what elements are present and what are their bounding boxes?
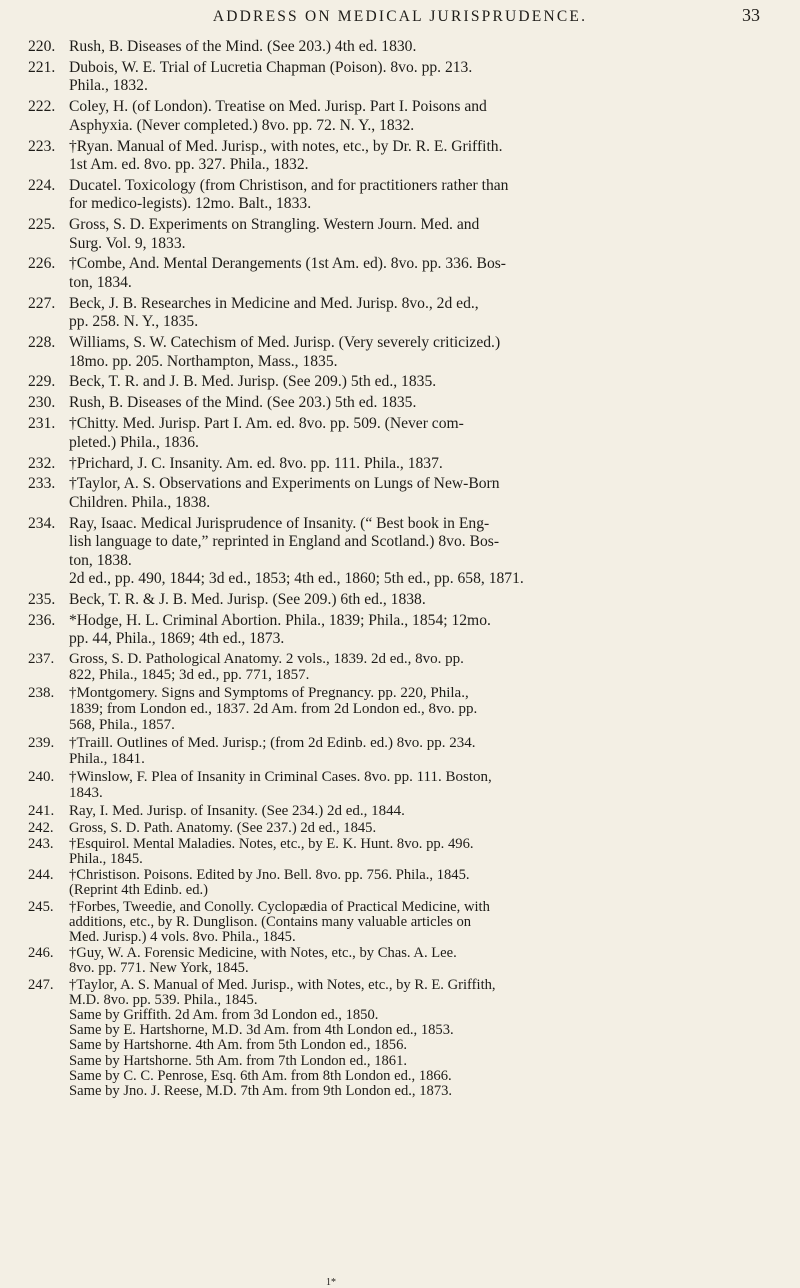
entry-line: additions, etc., by R. Dunglison. (Contains many valuable articles on — [69, 913, 472, 930]
entry-line: Same by Griffith. 2d Am. from 3d London ed., 1850. — [69, 1007, 379, 1024]
entry-line: pleted.) Phila., 1836. — [69, 433, 199, 451]
entry-line: †Ryan. Manual of Med. Jurisp., with notes, etc., by Dr. R. E. Griffith. — [69, 137, 503, 155]
bibliography-entry — [28, 255, 768, 292]
entry-line: Ray, I. Med. Jurisp. of Insanity. (See 234.) 2d ed., 1844. — [69, 802, 405, 819]
entry-line: Med. Jurisp.) 4 vols. 8vo. Phila., 1845. — [69, 929, 296, 946]
entry-number: 246. — [28, 945, 54, 962]
bibliography-entry — [28, 685, 768, 734]
bibliography-entry — [28, 803, 768, 819]
entry-line: Surg. Vol. 9, 1833. — [69, 234, 186, 252]
entry-line: †Guy, W. A. Forensic Medicine, with Notes, etc., by Chas. A. Lee. — [69, 945, 457, 962]
bibliography-entry — [28, 978, 768, 1100]
entry-line: Gross, S. D. Pathological Anatomy. 2 vols., 1839. 2d ed., 8vo. pp. — [69, 651, 464, 668]
entry-number: 238. — [28, 685, 55, 701]
bibliography-entry — [28, 373, 768, 391]
bibliography-entry — [28, 475, 768, 512]
entry-number: 237. — [28, 651, 55, 668]
entry-line: †Traill. Outlines of Med. Jurisp.; (from 2d Edinb. ed.) 8vo. pp. 234. — [69, 735, 476, 752]
bibliography-entry — [28, 177, 768, 214]
entry-line: pp. 258. N. Y., 1835. — [69, 313, 199, 331]
bibliography-entry — [28, 138, 768, 175]
entry-line: Rush, B. Diseases of the Mind. (See 203.) 4th ed. 1830. — [69, 38, 417, 55]
bibliography-entry — [28, 216, 768, 253]
entry-line: 1839; from London ed., 1837. 2d Am. from 2d London ed., 8vo. pp. — [69, 701, 478, 718]
entry-number: 221. — [28, 58, 56, 76]
entry-line: Ray, Isaac. Medical Jurisprudence of Insanity. (“ Best book in Eng- — [69, 514, 490, 532]
entry-line: Beck, T. R. & J. B. Med. Jurisp. (See 209.) 6th ed., 1838. — [69, 590, 426, 608]
bibliography-entry — [28, 821, 768, 836]
entry-line: Same by C. C. Penrose, Esq. 6th Am. from 8th London ed., 1866. — [69, 1067, 452, 1084]
entry-number: 225. — [28, 216, 56, 234]
entry-line: †Winslow, F. Plea of Insanity in Criminal Cases. 8vo. pp. 111. Boston, — [69, 769, 492, 786]
entry-line: 568, Phila., 1857. — [69, 717, 175, 734]
bibliography-entry — [28, 98, 768, 135]
bibliography-entry — [28, 59, 768, 96]
entry-line: 2d ed., pp. 490, 1844; 3d ed., 1853; 4th ed., 1860; 5th ed., pp. 658, 1871. — [69, 569, 524, 587]
entry-line: †Esquirol. Mental Maladies. Notes, etc., by E. K. Hunt. 8vo. pp. 496. — [69, 835, 474, 852]
bibliography-entry — [28, 769, 768, 801]
running-header — [0, 5, 800, 26]
bibliography-entry — [28, 735, 768, 767]
entry-number: 222. — [28, 98, 56, 116]
bibliography-entry — [28, 868, 768, 898]
entry-line: Gross, S. D. Experiments on Strangling. Western Journ. Med. and — [69, 216, 480, 234]
entry-number: 229. — [28, 373, 56, 391]
entry-line: 8vo. pp. 771. New York, 1845. — [69, 960, 249, 977]
entry-line: 822, Phila., 1845; 3d ed., pp. 771, 1857. — [69, 667, 310, 684]
entry-line: Ducatel. Toxicology (from Christison, and for practitioners rather than — [69, 176, 509, 194]
entry-line: Phila., 1832. — [69, 77, 148, 95]
entry-number: 227. — [28, 294, 56, 312]
entry-line: pp. 44, Phila., 1869; 4th ed., 1873. — [69, 630, 285, 648]
entry-line: 1843. — [69, 785, 103, 802]
entry-number: 236. — [28, 611, 56, 629]
entry-number: 245. — [28, 898, 54, 915]
entry-number: 244. — [28, 867, 54, 884]
entry-number: 234. — [28, 514, 56, 532]
bibliography-list — [28, 38, 768, 1100]
bibliography-entry — [28, 651, 768, 683]
entry-line: Dubois, W. E. Trial of Lucretia Chapman (Poison). 8vo. pp. 213. — [69, 58, 473, 76]
entry-number: 235. — [28, 590, 56, 608]
signature-mark: 1* — [326, 1277, 336, 1288]
entry-number: 224. — [28, 176, 56, 194]
entry-line: Same by Hartshorne. 5th Am. from 7th London ed., 1861. — [69, 1052, 408, 1069]
entry-number: 233. — [28, 475, 56, 493]
bibliography-entry — [28, 334, 768, 371]
entry-number: 239. — [28, 735, 55, 752]
entry-line: Same by Hartshorne. 4th Am. from 5th London ed., 1856. — [69, 1037, 408, 1054]
entry-line: ton, 1834. — [69, 273, 132, 291]
entry-number: 226. — [28, 255, 56, 273]
entry-line: †Forbes, Tweedie, and Conolly. Cyclopædia of Practical Medicine, with — [69, 898, 490, 915]
entry-line: Asphyxia. (Never completed.) 8vo. pp. 72. N. Y., 1832. — [69, 116, 415, 134]
entry-number: 243. — [28, 835, 54, 852]
bibliography-entry — [28, 455, 768, 473]
entry-number: 240. — [28, 769, 55, 786]
entry-line: Phila., 1841. — [69, 751, 145, 768]
entry-line: †Chitty. Med. Jurisp. Part I. Am. ed. 8vo. pp. 509. (Never com- — [69, 415, 464, 433]
bibliography-entry — [28, 946, 768, 976]
entry-line: †Christison. Poisons. Edited by Jno. Bell. 8vo. pp. 756. Phila., 1845. — [69, 867, 470, 884]
entry-line: †Combe, And. Mental Derangements (1st Am. ed). 8vo. pp. 336. Bos- — [69, 255, 507, 273]
entry-line: Children. Phila., 1838. — [69, 493, 211, 511]
entry-line: 18mo. pp. 205. Northampton, Mass., 1835. — [69, 352, 338, 370]
entry-number: 228. — [28, 334, 56, 352]
entry-number: 232. — [28, 454, 56, 472]
entry-number: 247. — [28, 976, 54, 993]
bibliography-entry — [28, 295, 768, 332]
bibliography-entry — [28, 394, 768, 412]
entry-line: (Reprint 4th Edinb. ed.) — [69, 882, 209, 899]
bibliography-entry — [28, 591, 768, 609]
entry-line: Beck, T. R. and J. B. Med. Jurisp. (See 209.) 5th ed., 1835. — [69, 373, 437, 391]
entry-number: 230. — [28, 394, 56, 412]
entry-line: 1st Am. ed. 8vo. pp. 327. Phila., 1832. — [69, 155, 309, 173]
entry-line: Same by E. Hartshorne, M.D. 3d Am. from 4th London ed., 1853. — [69, 1022, 454, 1039]
entry-line: M.D. 8vo. pp. 539. Phila., 1845. — [69, 991, 258, 1008]
entry-number: 241. — [28, 802, 55, 819]
entry-line: Phila., 1845. — [69, 851, 143, 868]
entry-line: †Taylor, A. S. Manual of Med. Jurisp., with Notes, etc., by R. E. Griffith, — [69, 976, 496, 993]
entry-line: Coley, H. (of London). Treatise on Med. Jurisp. Part I. Poisons and — [69, 98, 487, 116]
entry-line: lish language to date,” reprinted in England and Scotland.) 8vo. Bos- — [69, 533, 500, 551]
entry-line: Rush, B. Diseases of the Mind. (See 203.) 5th ed. 1835. — [69, 394, 417, 412]
entry-number: 242. — [28, 819, 54, 836]
entry-number: 231. — [28, 415, 56, 433]
entry-line: †Montgomery. Signs and Symptoms of Pregnancy. pp. 220, Phila., — [69, 685, 469, 701]
header-title: ADDRESS ON MEDICAL JURISPRUDENCE. — [212, 8, 588, 25]
entry-line: ton, 1838. — [69, 551, 132, 569]
entry-number: 223. — [28, 137, 56, 155]
entry-number: 220. — [28, 38, 56, 55]
entry-line: Same by Jno. J. Reese, M.D. 7th Am. from 9th London ed., 1873. — [69, 1083, 453, 1100]
page-number: 33 — [742, 5, 760, 25]
entry-line: †Prichard, J. C. Insanity. Am. ed. 8vo. pp. 111. Phila., 1837. — [69, 454, 443, 472]
entry-line: *Hodge, H. L. Criminal Abortion. Phila., 1839; Phila., 1854; 12mo. — [69, 611, 491, 629]
entry-line: Beck, J. B. Researches in Medicine and Med. Jurisp. 8vo., 2d ed., — [69, 294, 479, 312]
bibliography-entry — [28, 900, 768, 946]
bibliography-entry — [28, 515, 768, 589]
bibliography-entry — [28, 38, 768, 56]
entry-line: Gross, S. D. Path. Anatomy. (See 237.) 2d ed., 1845. — [69, 819, 377, 836]
entry-line: for medico-legists). 12mo. Balt., 1833. — [69, 195, 312, 213]
bibliography-entry — [28, 837, 768, 867]
entry-line: †Taylor, A. S. Observations and Experiments on Lungs of New-Born — [69, 475, 500, 493]
bibliography-entry — [28, 415, 768, 452]
entry-line: Williams, S. W. Catechism of Med. Jurisp. (Very severely criticized.) — [69, 334, 501, 352]
bibliography-entry — [28, 612, 768, 649]
